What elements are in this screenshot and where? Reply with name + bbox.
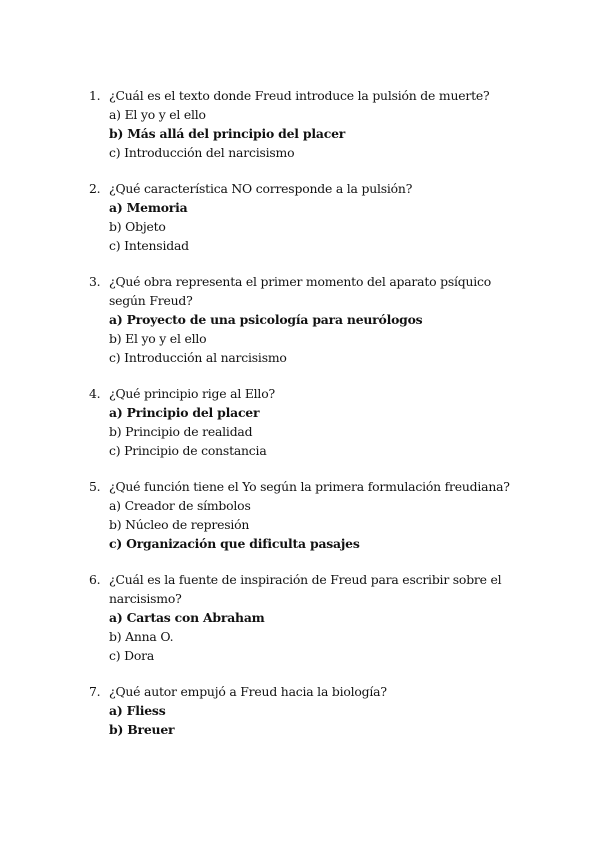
question-text: ¿Qué función tiene el Yo según la primera formulación freudiana? bbox=[109, 479, 510, 494]
question-text: ¿Qué obra representa el primer momento del aparato psíquico según Freud? bbox=[109, 274, 492, 308]
answer-options bbox=[89, 496, 529, 553]
option-b: b) El yo y el ello bbox=[109, 331, 207, 346]
question-list bbox=[89, 86, 529, 756]
option-c: c) Dora bbox=[109, 648, 155, 663]
option-a: a) Principio del placer bbox=[109, 405, 260, 420]
option-b: b) Núcleo de represión bbox=[109, 517, 250, 532]
question-5 bbox=[89, 477, 529, 553]
option-b: b) Objeto bbox=[109, 219, 166, 234]
option-a: a) Memoria bbox=[109, 200, 188, 215]
option-a: a) Fliess bbox=[109, 703, 166, 718]
question-text: ¿Qué principio rige al Ello? bbox=[109, 386, 275, 401]
option-b: b) Más allá del principio del placer bbox=[109, 126, 346, 141]
question-text: ¿Qué característica NO corresponde a la pulsión? bbox=[109, 181, 413, 196]
question-6 bbox=[89, 570, 529, 665]
option-a: a) Cartas con Abraham bbox=[109, 610, 265, 625]
question-number: 6. bbox=[89, 572, 101, 587]
question-text: ¿Cuál es el texto donde Freud introduce la pulsión de muerte? bbox=[109, 88, 490, 103]
option-a: a) Creador de símbolos bbox=[109, 498, 251, 513]
option-c: c) Intensidad bbox=[109, 238, 189, 253]
answer-options bbox=[89, 608, 529, 665]
question-4 bbox=[89, 384, 529, 460]
question-2 bbox=[89, 179, 529, 255]
question-1 bbox=[89, 86, 529, 162]
option-b: b) Breuer bbox=[109, 722, 175, 737]
answer-options bbox=[89, 198, 529, 255]
question-text: ¿Cuál es la fuente de inspiración de Freud para escribir sobre el narcisismo? bbox=[109, 572, 502, 606]
question-number: 1. bbox=[89, 88, 101, 103]
question-number: 7. bbox=[89, 684, 101, 699]
option-a: a) Proyecto de una psicología para neurólogos bbox=[109, 312, 423, 327]
question-text: ¿Qué autor empujó a Freud hacia la biología? bbox=[109, 684, 387, 699]
answer-options bbox=[89, 403, 529, 460]
question-number: 4. bbox=[89, 386, 101, 401]
answer-options bbox=[89, 105, 529, 162]
option-c: c) Principio de constancia bbox=[109, 443, 267, 458]
question-7 bbox=[89, 682, 529, 739]
option-b: b) Anna O. bbox=[109, 629, 174, 644]
question-number: 5. bbox=[89, 479, 101, 494]
question-3 bbox=[89, 272, 529, 367]
option-c: c) Organización que dificulta pasajes bbox=[109, 536, 360, 551]
option-c: c) Introducción al narcisismo bbox=[109, 350, 287, 365]
question-number: 3. bbox=[89, 274, 101, 289]
answer-options bbox=[89, 310, 529, 367]
option-b: b) Principio de realidad bbox=[109, 424, 253, 439]
option-a: a) El yo y el ello bbox=[109, 107, 206, 122]
option-c: c) Introducción del narcisismo bbox=[109, 145, 295, 160]
question-number: 2. bbox=[89, 181, 101, 196]
answer-options bbox=[89, 701, 529, 739]
